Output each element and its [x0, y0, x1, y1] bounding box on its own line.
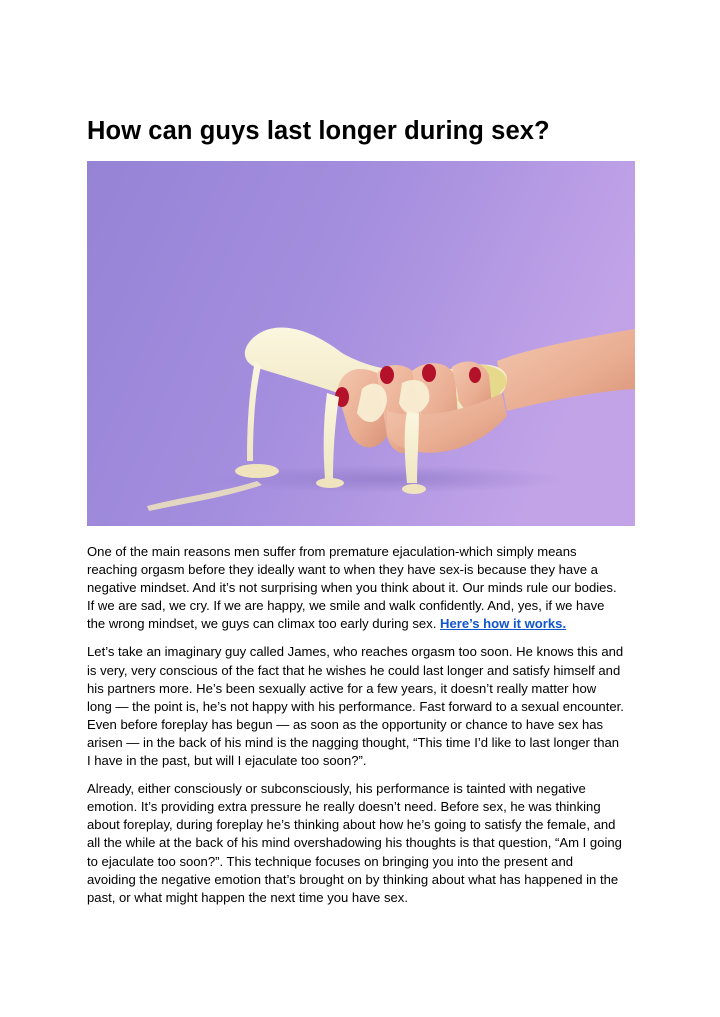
paragraph-line: about foreplay, during foreplay he’s thinking about how he’s going to satisfy the female, and	[87, 817, 616, 833]
article-title: How can guys last longer during sex?	[87, 117, 550, 145]
paragraph-line: is very, very conscious of the fact that he wishes he could last longer and satisfy himself and	[87, 662, 621, 678]
paragraph-1	[87, 543, 647, 633]
hand-holding-dripping-banana-image	[87, 161, 635, 526]
paragraph-line: I have in the past, but will I ejaculate too soon?”.	[87, 753, 367, 769]
paragraph-line: One of the main reasons men suffer from premature ejaculation-which simply means	[87, 544, 577, 559]
paragraph-2	[87, 643, 647, 770]
paragraph-line: Already, either consciously or subconsciously, his performance is tainted with negative	[87, 781, 586, 797]
article-body	[87, 543, 647, 917]
paragraph-line: arisen — in the back of his mind is the nagging thought, “This time I’d like to last longer than	[87, 734, 620, 750]
paragraph-line: Let’s take an imaginary guy called James, who reaches orgasm too soon. He knows this and	[87, 644, 624, 660]
paragraph-3	[87, 780, 647, 907]
paragraph-line: his partners more. He’s been sexually active for a few years, it doesn’t really matter how	[87, 680, 597, 696]
paragraph-line: emotion. It’s providing extra pressure he really doesn’t need. Before sex, he was thinking	[87, 799, 601, 815]
paragraph-line: all the while at the back of his mind overshadowing his thoughts is that question, “Am I going	[87, 835, 622, 851]
paragraph-line: to ejaculate too soon?”. This technique focuses on bringing you into the present and	[87, 853, 574, 869]
paragraph-line: avoiding the negative emotion that’s brought on by thinking about what has happened in the	[87, 871, 619, 887]
paragraph-line: past, or what might happen the next time you have sex.	[87, 889, 408, 905]
paragraph-line: reaching orgasm before they ideally want to when they have sex-is because they have a	[87, 562, 598, 578]
paragraph-line-with-link	[87, 615, 647, 633]
paragraph-line: the wrong mindset, we guys can climax too early during sex.	[87, 616, 437, 632]
paragraph-line: negative mindset. And it’s not surprising when you think about it. Our minds rule our bodies.	[87, 580, 617, 596]
paragraph-line: Even before foreplay has begun — as soon as the opportunity or chance to have sex has	[87, 716, 604, 732]
paragraph-line: long — the point is, he’s not happy with his performance. Fast forward to a sexual encounter.	[87, 698, 624, 714]
heres-how-it-works-link[interactable]: Here’s how it works.	[439, 616, 567, 632]
paragraph-line: If we are sad, we cry. If we are happy, we smile and walk confidently. And, yes, if we have	[87, 598, 605, 614]
